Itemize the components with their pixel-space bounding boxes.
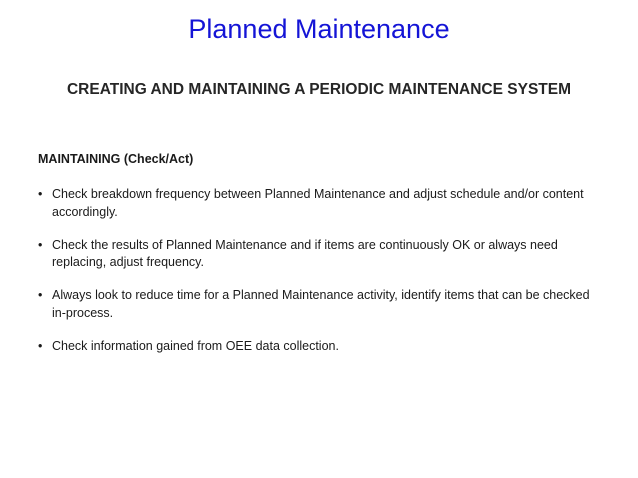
slide-title: Planned Maintenance [188,14,450,44]
bullet-text: Check the results of Planned Maintenance and if items are continuously OK or always need replacing, adjust frequency. [52,237,558,269]
bullet-list [38,186,598,371]
bullet-text: Check breakdown frequency between Planned Maintenance and adjust schedule and/or content accordingly. [52,187,584,219]
bullet-item [38,186,598,221]
bullet-text: Check information gained from OEE data collection. [52,338,339,353]
slide-subtitle: CREATING AND MAINTAINING A PERIODIC MAINTENANCE SYSTEM [66,81,572,98]
bullet-icon: • [38,187,43,201]
bullet-icon: • [38,288,43,302]
bullet-icon: • [38,338,43,353]
section-heading: MAINTAINING (Check/Act) [38,152,194,166]
bullet-icon: • [38,237,43,252]
bullet-item [38,237,598,272]
bullet-item [38,287,598,322]
bullet-text: Always look to reduce time for a Planned Maintenance activity, identify items that can be checked in-process. [52,288,590,320]
bullet-item [38,338,598,356]
